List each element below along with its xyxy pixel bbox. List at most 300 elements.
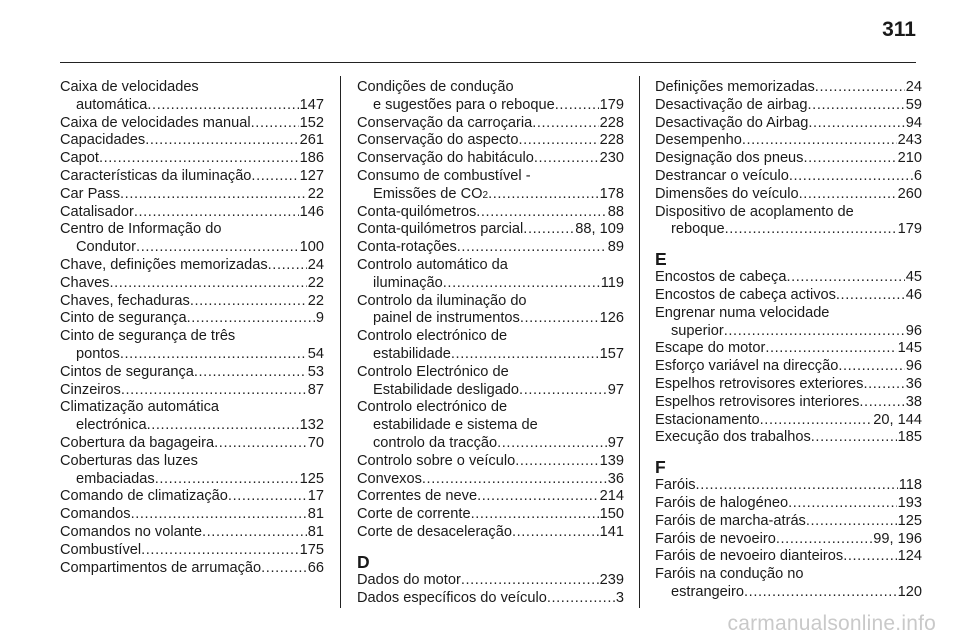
page-reference: 38 <box>905 393 922 410</box>
index-column-3 <box>655 79 922 602</box>
index-entry-line <box>60 471 324 489</box>
index-entry-line <box>357 435 624 453</box>
index-term: estrangeiro <box>671 583 745 600</box>
index-entry-line: Emissões de CO 2 ..... 178 <box>357 186 624 204</box>
index-entry-line <box>60 560 324 578</box>
dot-leader <box>742 132 897 150</box>
page-reference: 100 <box>299 239 324 256</box>
index-term: Designação dos pneus <box>655 150 804 167</box>
dot-leader <box>471 506 599 524</box>
dot-leader <box>228 488 307 506</box>
dot-leader <box>461 572 599 590</box>
index-term: Chaves <box>60 274 110 291</box>
page-reference: 17 <box>307 488 324 505</box>
index-entry-line <box>60 346 324 364</box>
index-entry <box>60 204 324 222</box>
index-entry <box>60 542 324 560</box>
page-reference: 186 <box>299 150 324 167</box>
index-entry <box>655 495 922 513</box>
index-entry-line <box>357 417 624 435</box>
header-rule <box>60 62 916 63</box>
page-reference: 146 <box>299 203 324 220</box>
dot-leader <box>120 346 307 364</box>
page-reference: 150 <box>599 506 624 523</box>
page-reference: 152 <box>299 114 324 131</box>
index-term: Consumo de combustível - <box>357 167 531 184</box>
index-entry <box>655 394 922 412</box>
dot-leader <box>155 471 299 489</box>
index-entry-line <box>357 506 624 524</box>
index-entry-line <box>60 382 324 400</box>
index-entry <box>357 115 624 133</box>
index-entry-line <box>60 132 324 150</box>
dot-leader <box>518 132 598 150</box>
dot-leader <box>109 275 306 293</box>
index-entry <box>655 204 922 240</box>
dot-leader <box>187 310 315 328</box>
index-entry <box>357 364 624 400</box>
dot-leader <box>476 204 607 222</box>
dot-leader <box>765 340 896 358</box>
index-entry <box>357 453 624 471</box>
index-entry-line <box>655 495 922 513</box>
dot-leader <box>477 488 599 506</box>
index-entry <box>655 150 922 168</box>
index-term: Destrancar o veículo <box>655 167 789 184</box>
index-entry-line <box>60 79 324 97</box>
index-entry <box>655 168 922 186</box>
dot-leader <box>534 150 599 168</box>
index-entry-line <box>655 584 922 602</box>
index-entry <box>655 97 922 115</box>
page-reference: 193 <box>897 494 922 511</box>
page-reference: 147 <box>299 96 324 113</box>
index-entry-line <box>655 412 922 430</box>
index-term: Controlo da iluminação do <box>357 292 527 309</box>
dot-leader <box>515 453 598 471</box>
index-entry <box>60 560 324 578</box>
index-entry <box>655 412 922 430</box>
dot-leader <box>268 257 307 275</box>
index-term: embaciadas <box>76 470 155 487</box>
index-entry <box>357 150 624 168</box>
index-entry <box>655 287 922 305</box>
index-entry-line <box>60 150 324 168</box>
index-entry <box>60 293 324 311</box>
page-reference: 185 <box>897 429 922 446</box>
page-reference: 141 <box>599 523 624 540</box>
page-reference: 260 <box>897 185 922 202</box>
index-entry-line <box>60 506 324 524</box>
dot-leader <box>811 429 897 447</box>
index-entry-line <box>60 453 324 471</box>
index-entry <box>60 328 324 364</box>
index-entry-line <box>60 328 324 346</box>
index-term: Execução dos trabalhos <box>655 429 811 446</box>
dot-leader <box>261 560 307 578</box>
index-term: Caixa de velocidades manual <box>60 114 251 131</box>
index-term: Cintos de segurança <box>60 363 194 380</box>
page-reference: 97 <box>607 434 624 451</box>
dot-leader <box>725 221 897 239</box>
index-term: Comandos no volante <box>60 523 202 540</box>
index-entry-line <box>357 132 624 150</box>
index-entry <box>60 506 324 524</box>
index-entry <box>655 477 922 495</box>
page-reference: 157 <box>599 345 624 362</box>
page-reference: 24 <box>307 256 324 273</box>
section-letter: D <box>357 551 370 572</box>
index-term: Condutor <box>76 239 137 256</box>
index-entry-line <box>655 97 922 115</box>
page-reference: 96 <box>905 322 922 339</box>
index-entry-line <box>655 115 922 133</box>
index-entry <box>357 471 624 489</box>
page-reference: 59 <box>905 96 922 113</box>
index-term: Espelhos retrovisores interiores <box>655 393 860 410</box>
page-number: 311 <box>882 18 916 41</box>
index-entry-line <box>60 435 324 453</box>
index-term: Controlo electrónico de <box>357 399 508 416</box>
index-term: Faróis de halogéneo <box>655 494 789 511</box>
page-reference: 3 <box>615 589 624 606</box>
index-entry <box>60 435 324 453</box>
index-term: Chave, definições memorizadas <box>60 256 268 273</box>
index-term: Cinzeiros <box>60 381 121 398</box>
page-reference: 81 <box>307 523 324 540</box>
index-entry-line <box>655 79 922 97</box>
index-term: Encostos de cabeça <box>655 269 787 286</box>
index-term: Caixa de velocidades <box>60 79 199 95</box>
page-reference: 125 <box>299 470 324 487</box>
index-term: Espelhos retrovisores exteriores <box>655 375 864 392</box>
page-reference: 88, 109 <box>575 221 624 238</box>
index-entry-line <box>60 399 324 417</box>
index-term: estabilidade <box>373 345 451 362</box>
dot-leader <box>251 168 298 186</box>
dot-leader <box>815 79 905 97</box>
dot-leader <box>497 435 607 453</box>
dot-leader <box>147 417 299 435</box>
page-reference: 94 <box>905 114 922 131</box>
page-reference: 66 <box>307 559 324 576</box>
page-reference: 22 <box>307 274 324 291</box>
index-term: Dimensões do veículo <box>655 185 799 202</box>
index-entry-line <box>655 513 922 531</box>
index-entry-line <box>60 542 324 560</box>
index-term: Combustível <box>60 541 142 558</box>
index-entry <box>60 150 324 168</box>
page-reference: 36 <box>905 375 922 392</box>
dot-leader <box>131 506 307 524</box>
index-entry-line <box>357 239 624 257</box>
index-entry-line <box>60 293 324 311</box>
index-term: painel de instrumentos <box>373 310 520 327</box>
index-entry <box>655 340 922 358</box>
index-entry-line <box>60 417 324 435</box>
page-reference: 81 <box>307 506 324 523</box>
page-reference: 24 <box>905 79 922 95</box>
index-entry-line <box>655 305 922 323</box>
index-term: Faróis na condução no <box>655 566 804 583</box>
index-entry-line <box>655 204 922 222</box>
page-reference: 228 <box>599 132 624 149</box>
page-reference: 179 <box>897 221 922 238</box>
page-reference: 54 <box>307 345 324 362</box>
page-reference: 214 <box>599 488 624 505</box>
page-reference: 88 <box>607 203 624 220</box>
page-reference: 210 <box>897 150 922 167</box>
index-entry-line <box>357 221 624 239</box>
dot-leader <box>120 186 307 204</box>
index-entry-line <box>357 453 624 471</box>
index-entry-line <box>357 346 624 364</box>
dot-leader <box>145 132 298 150</box>
dot-leader <box>512 524 599 542</box>
dot-leader <box>141 542 299 560</box>
index-term: Faróis de marcha-atrás <box>655 512 806 529</box>
index-term: pontos <box>76 345 120 362</box>
index-term: Compartimentos de arrumação <box>60 559 262 576</box>
dot-leader <box>532 115 598 133</box>
index-term: Climatização automática <box>60 399 219 416</box>
index-entry-line <box>655 168 922 186</box>
index-term: Conta-rotações <box>357 239 457 256</box>
index-entry-line <box>655 186 922 204</box>
index-entry <box>357 293 624 329</box>
index-term: Desactivação de airbag <box>655 96 808 113</box>
index-entry-line <box>655 429 922 447</box>
index-term: Controlo electrónico de <box>357 328 508 345</box>
index-entry <box>60 399 324 435</box>
index-entry <box>357 221 624 239</box>
index-entry <box>357 79 624 115</box>
index-term: Estacionamento <box>655 411 760 428</box>
section-letter: F <box>655 457 666 478</box>
index-entry-line <box>655 323 922 341</box>
index-entry-line <box>655 566 922 584</box>
index-entry <box>60 168 324 186</box>
page-reference: 126 <box>599 310 624 327</box>
index-entry <box>60 257 324 275</box>
index-term: Corte de desaceleração <box>357 523 512 540</box>
column-separator <box>639 76 640 608</box>
index-entry-line <box>655 150 922 168</box>
page-reference: 120 <box>897 583 922 600</box>
index-term: Cobertura da bagageira <box>60 434 215 451</box>
index-term: electrónica <box>76 417 147 434</box>
index-entry <box>655 132 922 150</box>
index-entry <box>655 531 922 549</box>
page-reference: 53 <box>307 363 324 380</box>
dot-leader <box>136 239 299 257</box>
index-term: Conta-quilómetros parcial <box>357 221 524 238</box>
index-entry <box>60 488 324 506</box>
index-entry <box>655 115 922 133</box>
index-term: Definições memorizadas <box>655 79 815 95</box>
index-entry <box>655 186 922 204</box>
index-entry <box>60 186 324 204</box>
index-entry-line <box>60 204 324 222</box>
index-entry-line <box>655 548 922 566</box>
index-entry-line <box>655 340 922 358</box>
dot-leader <box>776 531 872 549</box>
index-term: Controlo Electrónico de <box>357 363 509 380</box>
dot-leader <box>786 269 904 287</box>
page-reference: 118 <box>898 477 922 494</box>
index-term: Comandos <box>60 506 131 523</box>
index-entry-line <box>60 310 324 328</box>
page-reference: 45 <box>905 269 922 286</box>
dot-leader <box>724 323 905 341</box>
index-entry <box>357 168 624 204</box>
index-entry <box>60 115 324 133</box>
index-entry-line <box>60 275 324 293</box>
index-term: Cinto de segurança de três <box>60 328 236 345</box>
index-entry-line <box>655 531 922 549</box>
index-entry-line <box>60 524 324 542</box>
index-term: Catalisador <box>60 203 134 220</box>
index-term: Convexos <box>357 470 422 487</box>
dot-leader <box>863 376 904 394</box>
page-reference: 139 <box>599 452 624 469</box>
page-reference: 261 <box>299 132 324 149</box>
dot-leader <box>251 115 299 133</box>
index-entry-line <box>357 150 624 168</box>
index-entry-line <box>357 79 624 97</box>
dot-leader <box>808 115 904 133</box>
index-entry <box>357 132 624 150</box>
index-term: Capot <box>60 150 99 167</box>
index-entry-line <box>655 376 922 394</box>
dot-leader <box>788 495 897 513</box>
page-reference: 132 <box>299 417 324 434</box>
index-entry <box>357 590 624 608</box>
page-reference: 228 <box>599 114 624 131</box>
page-reference: 175 <box>299 541 324 558</box>
index-entry-line <box>655 132 922 150</box>
index-entry <box>357 257 624 293</box>
dot-leader <box>451 346 599 364</box>
index-entry-line <box>357 168 624 186</box>
index-entry <box>60 275 324 293</box>
index-term: Corte de corrente <box>357 506 471 523</box>
index-entry <box>60 79 324 115</box>
index-entry <box>655 269 922 287</box>
page-reference: 179 <box>599 96 624 113</box>
page-reference: 87 <box>307 381 324 398</box>
index-term: Comando de climatização <box>60 488 228 505</box>
index-entry <box>60 310 324 328</box>
dot-leader <box>457 239 607 257</box>
column-separator <box>340 76 341 608</box>
page-reference: 96 <box>905 358 922 375</box>
index-entry <box>655 79 922 97</box>
index-entry-line <box>60 488 324 506</box>
index-entry <box>60 453 324 489</box>
index-entry <box>357 399 624 452</box>
index-term: Car Pass <box>60 185 121 202</box>
index-entry <box>60 132 324 150</box>
page-reference: 20, 144 <box>873 411 922 428</box>
index-entry-line <box>357 572 624 590</box>
index-term: estabilidade e sistema de <box>373 417 538 434</box>
index-entry-line <box>655 287 922 305</box>
dot-leader <box>808 97 905 115</box>
page-reference: 127 <box>299 167 324 184</box>
index-term: Faróis de nevoeiro <box>655 530 776 547</box>
dot-leader <box>838 358 904 376</box>
dot-leader <box>843 548 896 566</box>
index-term: Centro de Informação do <box>60 221 222 238</box>
dot-leader <box>523 221 574 239</box>
dot-leader <box>121 382 307 400</box>
index-term: Desempenho <box>655 132 742 149</box>
index-entry-line <box>357 471 624 489</box>
index-entry-line <box>357 590 624 608</box>
index-term: automática <box>76 96 148 113</box>
section-letter: E <box>655 249 667 270</box>
index-term: Conservação da carroçaria <box>357 114 533 131</box>
index-term: Faróis de nevoeiro dianteiros <box>655 548 844 565</box>
index-entry <box>655 429 922 447</box>
index-entry-line <box>357 97 624 115</box>
index-entry-line <box>357 115 624 133</box>
index-term: Características da iluminação <box>60 167 252 184</box>
watermark: carmanualsonline.info <box>727 612 936 635</box>
dot-leader <box>134 204 299 222</box>
dot-leader <box>99 150 299 168</box>
page-reference: 230 <box>599 150 624 167</box>
index-entry <box>357 204 624 222</box>
index-entry-line <box>60 364 324 382</box>
index-entry-line <box>655 269 922 287</box>
index-entry-line <box>655 221 922 239</box>
page-reference: 178 <box>599 185 624 202</box>
page-reference: 36 <box>607 470 624 487</box>
dot-leader <box>696 477 898 495</box>
index-term: Conservação do habitáculo <box>357 150 534 167</box>
index-entry-line <box>60 221 324 239</box>
index-entry-line <box>60 257 324 275</box>
dot-leader <box>214 435 307 453</box>
index-column-2 <box>357 79 624 607</box>
index-entry <box>655 548 922 566</box>
index-term: Faróis <box>655 477 696 494</box>
index-entry <box>655 376 922 394</box>
index-entry-line <box>357 524 624 542</box>
index-term: superior <box>671 322 724 339</box>
index-entry-line <box>357 364 624 382</box>
index-entry-line <box>357 257 624 275</box>
page-reference: 97 <box>607 381 624 398</box>
index-entry-line <box>60 186 324 204</box>
index-entry <box>357 572 624 590</box>
index-entry <box>655 305 922 341</box>
index-term: Cinto de segurança <box>60 310 187 327</box>
index-entry-line <box>357 382 624 400</box>
index-entry-line <box>357 275 624 293</box>
index-term: Esforço variável na direcção <box>655 358 839 375</box>
index-entry <box>60 364 324 382</box>
index-term: Engrenar numa velocidade <box>655 304 830 321</box>
dot-leader <box>422 471 607 489</box>
index-entry-line <box>357 399 624 417</box>
dot-leader <box>519 382 607 400</box>
index-term: Dispositivo de acoplamento de <box>655 203 854 220</box>
index-term: Conta-quilómetros <box>357 203 477 220</box>
index-term: controlo da tracção <box>373 434 498 451</box>
